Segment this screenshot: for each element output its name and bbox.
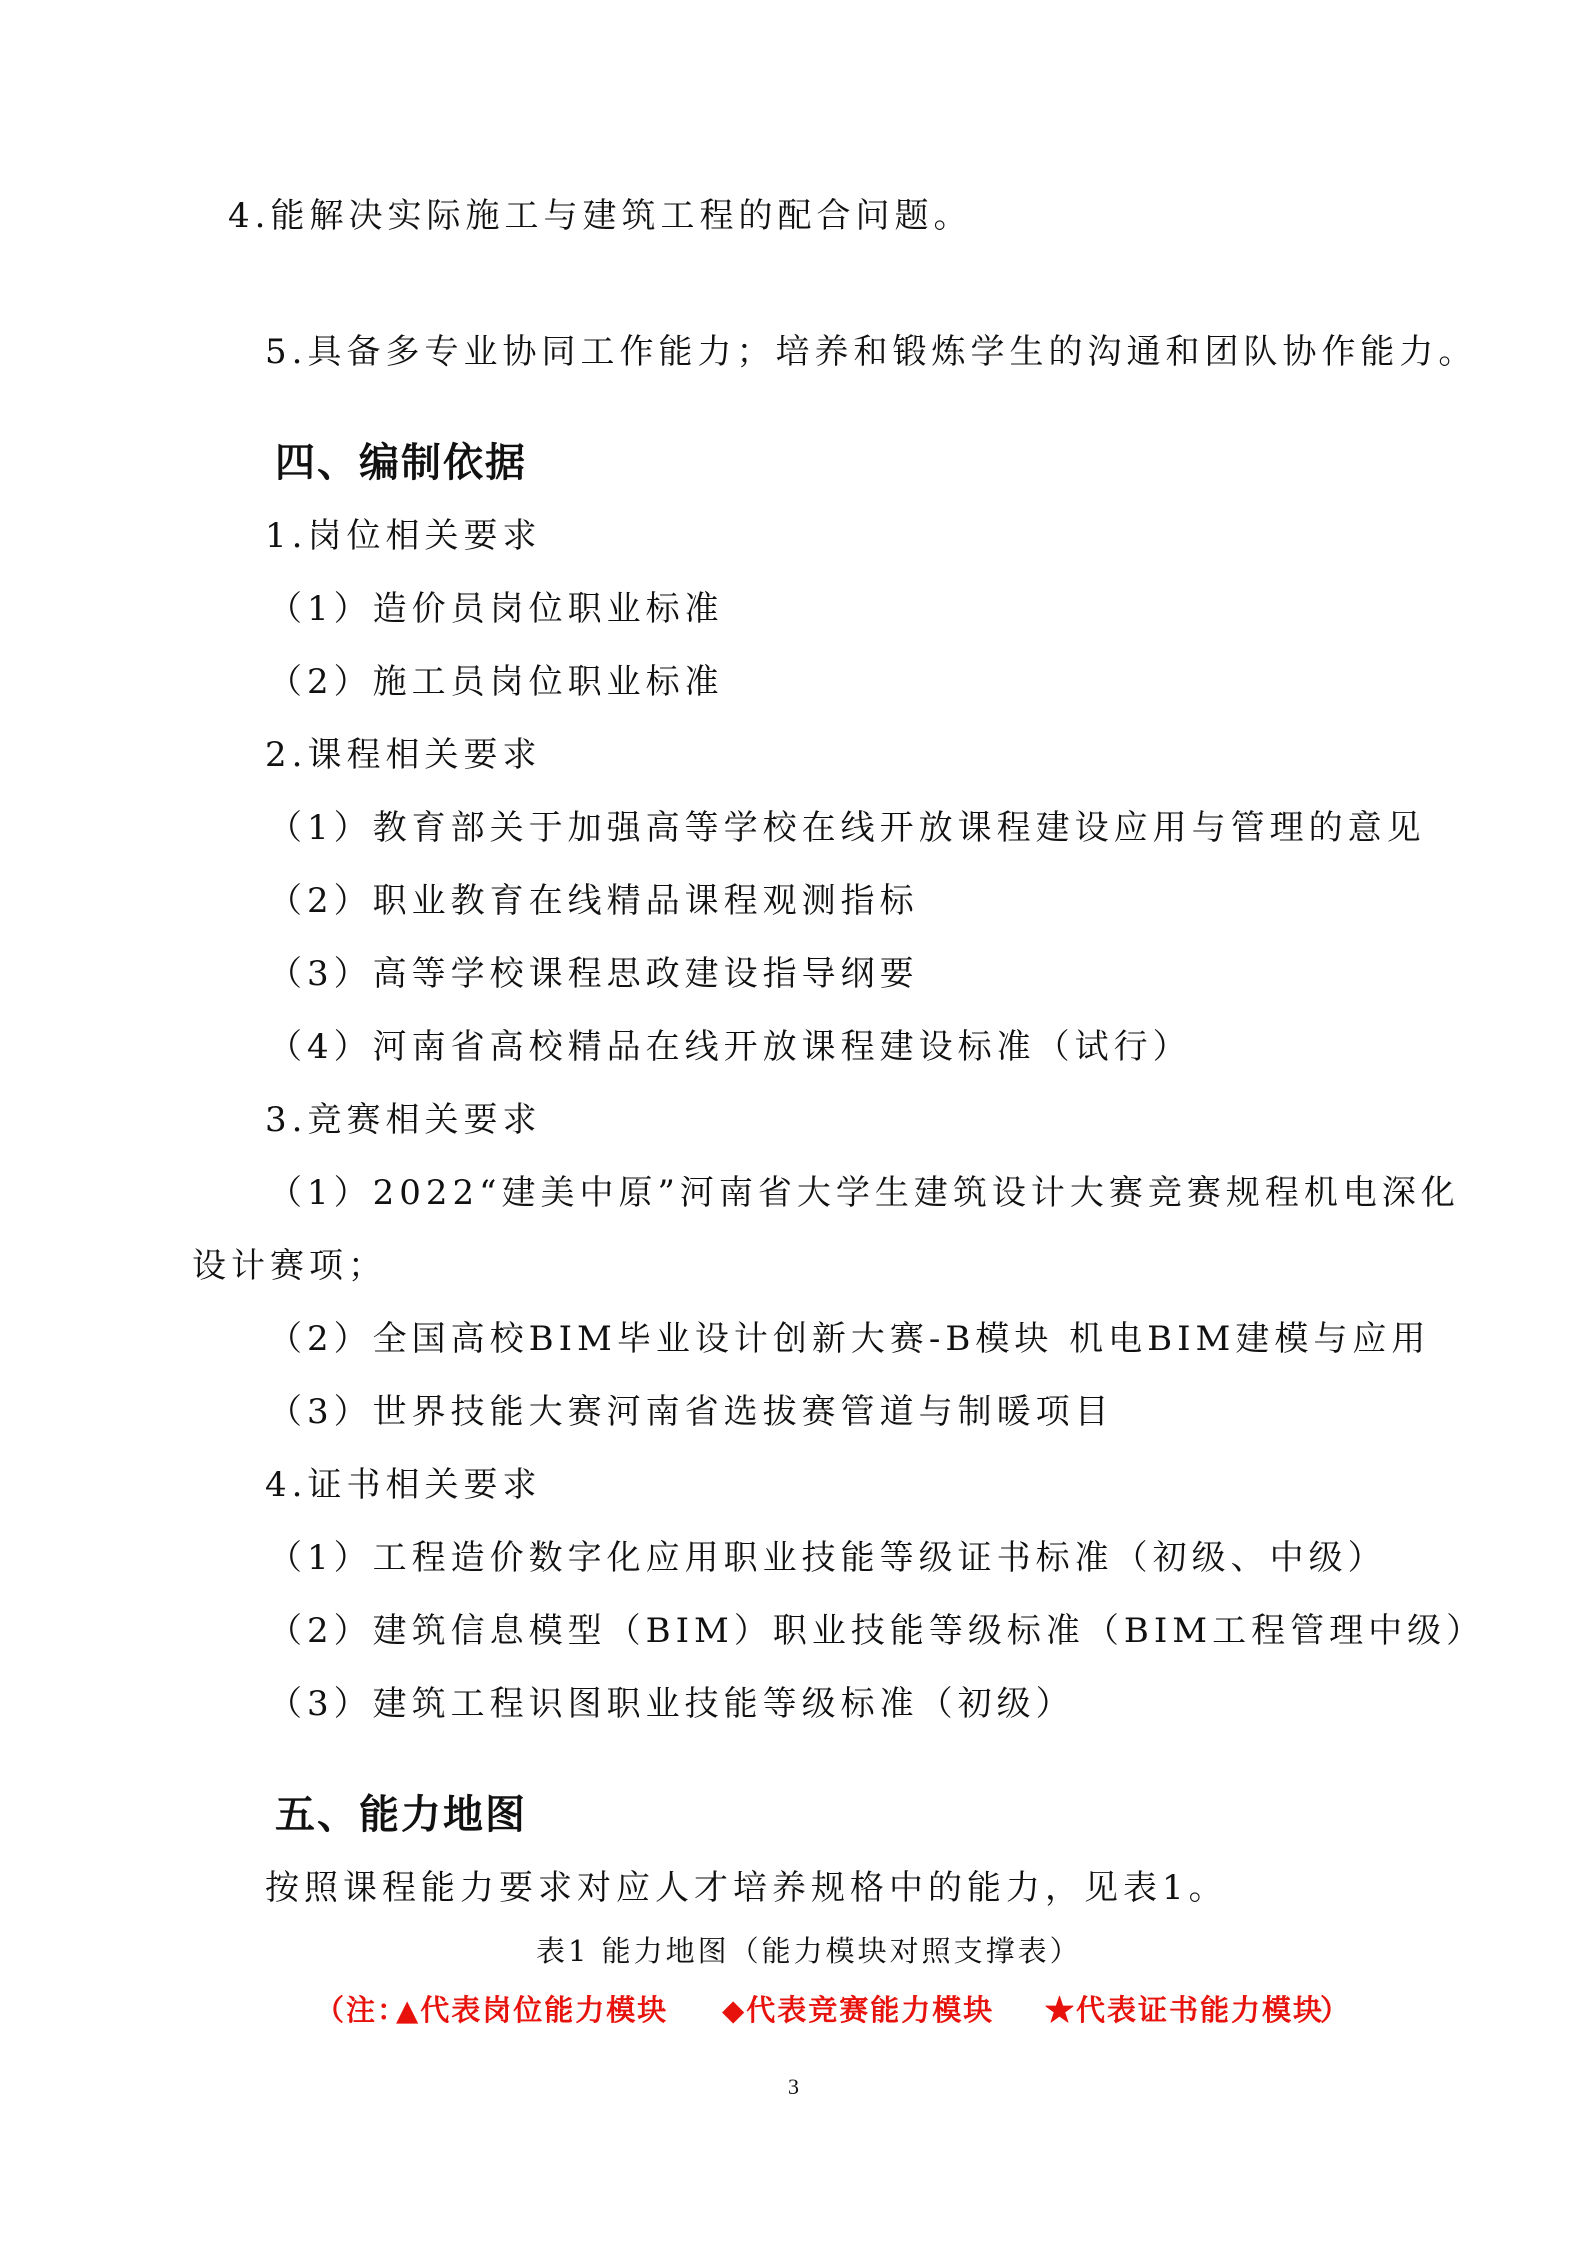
certificate-requirements-title: 4.证书相关要求 — [265, 1465, 542, 1505]
certificate-requirement-item: （2）建筑信息模型（BIM）职业技能等级标准（BIM工程管理中级） — [268, 1611, 1486, 1651]
competition-requirements-title: 3.竞赛相关要求 — [265, 1100, 542, 1140]
legend-job-module: ▲代表岗位能力模块 — [396, 1993, 669, 2027]
competition-requirement-item-continued: 设计赛项； — [192, 1246, 387, 1286]
certificate-requirement-item: （3）建筑工程识图职业技能等级标准（初级） — [268, 1684, 1075, 1724]
job-requirement-item: （1）造价员岗位职业标准 — [268, 589, 724, 629]
legend-prefix: （注： — [315, 1993, 409, 2027]
competition-requirement-item: （3）世界技能大赛河南省选拔赛管道与制暖项目 — [268, 1392, 1114, 1432]
job-requirements-title: 1.岗位相关要求 — [265, 516, 542, 556]
section-5-heading: 五、能力地图 — [275, 1792, 527, 1838]
course-requirement-item: （4）河南省高校精品在线开放课程建设标准（试行） — [268, 1027, 1192, 1067]
legend-suffix: ） — [1320, 1993, 1352, 2027]
table-caption: 表1 能力地图（能力模块对照支撑表） — [536, 1934, 1082, 1968]
job-requirement-item: （2）施工员岗位职业标准 — [268, 662, 724, 702]
certificate-requirement-item: （1）工程造价数字化应用职业技能等级证书标准（初级、中级） — [268, 1538, 1387, 1578]
course-requirements-title: 2.课程相关要求 — [265, 735, 542, 775]
section-4-heading: 四、编制依据 — [275, 440, 527, 486]
course-requirement-item: （3）高等学校课程思政建设指导纲要 — [268, 954, 919, 994]
intro-item-4: 4.能解决实际施工与建筑工程的配合问题。 — [228, 196, 973, 236]
competition-requirement-item: （2）全国高校BIM毕业设计创新大赛-B模块 机电BIM建模与应用 — [268, 1319, 1431, 1359]
competition-requirement-item: （1）2022“建美中原”河南省大学生建筑设计大赛竞赛规程机电深化 — [268, 1173, 1460, 1213]
intro-item-5: 5.具备多专业协同工作能力；培养和锻炼学生的沟通和团队协作能力。 — [265, 332, 1478, 372]
legend-certificate-module: ★代表证书能力模块 — [1045, 1993, 1325, 2027]
section-5-paragraph: 按照课程能力要求对应人才培养规格中的能力，见表1。 — [265, 1868, 1228, 1908]
course-requirement-item: （1）教育部关于加强高等学校在线开放课程建设应用与管理的意见 — [268, 808, 1426, 848]
page-number: 3 — [788, 2074, 799, 2099]
course-requirement-item: （2）职业教育在线精品课程观测指标 — [268, 881, 919, 921]
legend-competition-module: ◆代表竞赛能力模块 — [722, 1993, 995, 2027]
